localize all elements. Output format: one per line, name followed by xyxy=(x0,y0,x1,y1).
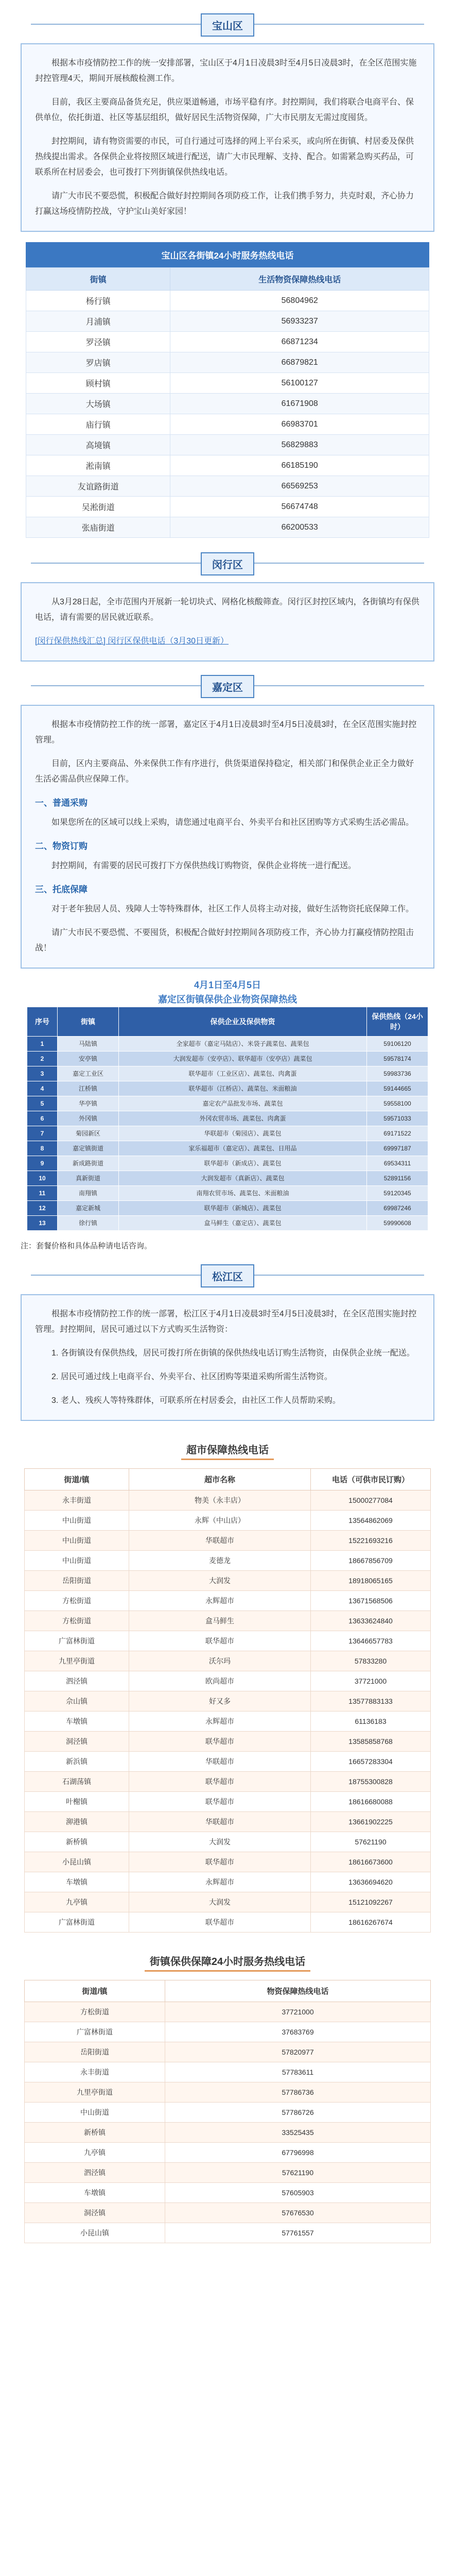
baoshan-tag: 宝山区 xyxy=(201,13,254,37)
table-row xyxy=(26,435,429,455)
table-cell: 张庙街道 xyxy=(26,517,170,538)
table-cell: 泗泾镇 xyxy=(25,2163,165,2183)
table-cell: 麦德龙 xyxy=(129,1551,311,1571)
minhang-section-header xyxy=(0,548,455,577)
table-row xyxy=(25,1551,431,1571)
table-row xyxy=(27,1126,428,1141)
table-cell: 罗泾镇 xyxy=(26,332,170,352)
table-title: 街镇保供保障24小时服务热线电话 xyxy=(145,1951,310,1972)
table-cell: 车墩镇 xyxy=(25,1872,129,1892)
table-cell: 嘉定新城 xyxy=(58,1201,119,1216)
column-header: 街道/镇 xyxy=(25,1469,129,1490)
table-cell: 家乐福超市（嘉定店）、蔬菜包、日用品 xyxy=(119,1141,367,1156)
table-cell: 九亭镇 xyxy=(25,1892,129,1912)
table-cell: 1 xyxy=(27,1037,58,1052)
table-cell: 13636694620 xyxy=(311,1872,431,1892)
table-cell: 永辉（中山店） xyxy=(129,1511,311,1531)
table-cell: 18918065165 xyxy=(311,1571,431,1591)
table-cell: 盒马鲜生 xyxy=(129,1611,311,1631)
table-cell: 永丰街道 xyxy=(25,1490,129,1511)
table-cell: 庙行镇 xyxy=(26,414,170,435)
supermarket-hotline-table xyxy=(24,1468,431,1933)
table-cell: 15121092267 xyxy=(311,1892,431,1912)
table-cell: 18667856709 xyxy=(311,1551,431,1571)
table-cell: 3 xyxy=(27,1066,58,1081)
table-row xyxy=(25,1691,431,1711)
table-cell: 岳阳街道 xyxy=(25,2042,165,2062)
street-table-heading xyxy=(0,1951,455,1972)
table-cell: 57783611 xyxy=(165,2062,431,2082)
column-header: 保供企业及保供物资 xyxy=(119,1007,367,1037)
table-row xyxy=(25,1651,431,1671)
column-header: 超市名称 xyxy=(129,1469,311,1490)
table-cell: 59120345 xyxy=(367,1186,428,1201)
table-cell: 车墩镇 xyxy=(25,2183,165,2203)
table-cell: 九亭镇 xyxy=(25,2143,165,2163)
table-cell: 33525435 xyxy=(165,2123,431,2143)
table-body xyxy=(25,1490,431,1933)
column-header: 序号 xyxy=(27,1007,58,1037)
minhang-paragraph: 从3月28日起，全市范围内开展新一轮切块式、网格化核酸筛查。闵行区封控区域内，各街镇均有保供电话，请有需要的居民就近联系。 xyxy=(35,598,419,622)
table-cell: 61136183 xyxy=(311,1711,431,1732)
table-body xyxy=(26,291,429,538)
table-cell: 中山街道 xyxy=(25,1551,129,1571)
table-cell: 57676530 xyxy=(165,2203,431,2223)
table-cell: 新桥镇 xyxy=(25,1832,129,1852)
table-row xyxy=(25,1912,431,1933)
table-row xyxy=(25,2042,431,2062)
table-cell: 13661902225 xyxy=(311,1812,431,1832)
column-header: 街道/镇 xyxy=(25,1980,165,2002)
table-cell: 外冈镇 xyxy=(58,1111,119,1126)
jiading-tag: 嘉定区 xyxy=(201,675,254,698)
table-cell: 13 xyxy=(27,1216,58,1231)
table-cell: 56100127 xyxy=(170,373,429,394)
table-cell: 66569253 xyxy=(170,476,429,497)
table-row xyxy=(26,517,429,538)
table-cell: 7 xyxy=(27,1126,58,1141)
baoshan-paragraph: 目前，我区主要商品备货充足，供应渠道畅通，市场平稳有序。封控期间，我们将联合电商平台、保供单位，依托街道、社区等基层组织，做好居民生活物资保障，广大市民朋友无需过度囤货。 xyxy=(35,98,414,122)
table-row xyxy=(26,291,429,311)
baoshan-section-header xyxy=(0,9,455,38)
table-cell: 59106120 xyxy=(367,1037,428,1052)
table-cell: 广富林街道 xyxy=(25,2022,165,2042)
table-row xyxy=(25,1511,431,1531)
table-cell: 华联超市 xyxy=(129,1531,311,1551)
table-row xyxy=(26,394,429,414)
table-row xyxy=(26,332,429,352)
table-row xyxy=(27,1171,428,1186)
table-row xyxy=(26,476,429,497)
table-row xyxy=(26,311,429,332)
jiading-heading: 二、物资订购 xyxy=(35,841,87,851)
table-title: 嘉定区街镇保供企业物资保障热线 xyxy=(158,994,297,1005)
table-cell: 华亭镇 xyxy=(58,1096,119,1111)
jiading-paragraph: 对于老年独居人员、残障人士等特殊群体，社区工作人员将主动对接，做好生活物资托底保障工作。 xyxy=(51,905,414,913)
table-cell: 13577883133 xyxy=(311,1691,431,1711)
table-cell: 方松街道 xyxy=(25,1611,129,1631)
table-cell: 真新街道 xyxy=(58,1171,119,1186)
table-cell: 小昆山镇 xyxy=(25,2223,165,2243)
table-row xyxy=(27,1066,428,1081)
table-cell: 15221693216 xyxy=(311,1531,431,1551)
table-cell: 联华超市（新成店）、蔬菜包 xyxy=(119,1156,367,1171)
jiading-paragraph: 封控期间，有需要的居民可拨打下方保供热线订购物资，保供企业将统一进行配送。 xyxy=(51,861,357,870)
songjiang-paragraph: 1. 各街镇设有保供热线，居民可拨打所在街镇的保供热线电话订购生活物资，由保供企业统一配送。 xyxy=(51,1349,415,1358)
table-row xyxy=(25,2103,431,2123)
jiading-paragraph: 如果您所在的区域可以线上采购，请您通过电商平台、外卖平台和社区团购等方式采购生活必需品。 xyxy=(51,818,414,827)
table-cell: 九里亭街道 xyxy=(25,1651,129,1671)
table-cell: 59990608 xyxy=(367,1216,428,1231)
table-row xyxy=(25,2163,431,2183)
minhang-notice xyxy=(21,582,434,662)
table-cell: 新浜镇 xyxy=(25,1752,129,1772)
table-cell: 59558100 xyxy=(367,1096,428,1111)
table-cell: 联华超市 xyxy=(129,1792,311,1812)
table-row xyxy=(27,1216,428,1231)
jiading-paragraph: 根据本市疫情防控工作的统一部署，嘉定区于4月1日凌晨3时至4月5日凌晨3时，在全区范围实施封控管理。 xyxy=(35,720,417,744)
table-cell: 菊园新区 xyxy=(58,1126,119,1141)
table-cell: 盒马鲜生（嘉定店）、蔬菜包 xyxy=(119,1216,367,1231)
table-cell: 大润发超市（安亭店）、联华超市（安亭店）蔬菜包 xyxy=(119,1052,367,1066)
jiading-heading: 三、托底保障 xyxy=(35,885,87,894)
minhang-tag: 闵行区 xyxy=(201,552,254,575)
jiading-paragraph: 请广大市民不要恐慌、不要囤货，积极配合做好封控期间各项防疫工作，齐心协力打赢疫情防控阻击战！ xyxy=(35,928,414,953)
table-cell: 4 xyxy=(27,1081,58,1096)
table-row xyxy=(25,2143,431,2163)
table-cell: 华联超市 xyxy=(129,1812,311,1832)
table-row xyxy=(25,2183,431,2203)
songjiang-paragraph: 根据本市疫情防控工作的统一部署，松江区于4月1日凌晨3时至4月5日凌晨3时，在全区范围实施封控管理。封控期间，居民可通过以下方式购买生活物资： xyxy=(35,1310,417,1334)
table-cell: 联华超市 xyxy=(129,1631,311,1651)
table-cell: 联华超市（工业区店）、蔬菜包、肉禽蛋 xyxy=(119,1066,367,1081)
table-cell: 8 xyxy=(27,1141,58,1156)
minhang-hotline-link[interactable]: [闵行保供热线汇总] 闵行区保供电话（3月30日更新） xyxy=(35,637,229,646)
column-header: 电话（可供市民订购） xyxy=(311,1469,431,1490)
table-cell: 大润发超市（真新店）、蔬菜包 xyxy=(119,1171,367,1186)
baoshan-paragraph: 根据本市疫情防控工作的统一安排部署，宝山区于4月1日凌晨3时至4月5日凌晨3时，在全区范围实施封控管理4天，期间开展核酸检测工作。 xyxy=(35,59,417,83)
table-row xyxy=(25,1591,431,1611)
table-cell: 2 xyxy=(27,1052,58,1066)
table-cell: 华联超市（菊园店）、蔬菜包 xyxy=(119,1126,367,1141)
table-cell: 66871234 xyxy=(170,332,429,352)
table-cell: 16657283304 xyxy=(311,1752,431,1772)
table-cell: 联华超市 xyxy=(129,1772,311,1792)
table-cell: 高境镇 xyxy=(26,435,170,455)
table-cell: 9 xyxy=(27,1156,58,1171)
table-cell: 18616267674 xyxy=(311,1912,431,1933)
table-cell: 嘉定工业区 xyxy=(58,1066,119,1081)
table-row xyxy=(25,1611,431,1631)
column-header: 物资保障热线电话 xyxy=(165,1980,431,2002)
table-cell: 69987246 xyxy=(367,1201,428,1216)
table-cell: 欧尚超市 xyxy=(129,1671,311,1691)
table-cell: 57820977 xyxy=(165,2042,431,2062)
baoshan-notice xyxy=(21,43,434,232)
table-cell: 外冈农贸市场、蔬菜包、肉禽蛋 xyxy=(119,1111,367,1126)
table-cell: 九里亭街道 xyxy=(25,2082,165,2103)
column-header: 生活物资保障热线电话 xyxy=(170,268,429,291)
table-cell: 56674748 xyxy=(170,497,429,517)
table-cell: 全家超市（嘉定马陆店）、米袋子蔬菜包、蔬果包 xyxy=(119,1037,367,1052)
table-cell: 15000277084 xyxy=(311,1490,431,1511)
table-row xyxy=(25,2002,431,2022)
table-cell: 61671908 xyxy=(170,394,429,414)
table-cell: 大润发 xyxy=(129,1832,311,1852)
table-cell: 广富林街道 xyxy=(25,1912,129,1933)
table-cell: 69171522 xyxy=(367,1126,428,1141)
column-header: 街镇 xyxy=(58,1007,119,1037)
table-row xyxy=(25,1531,431,1551)
table-cell: 57833280 xyxy=(311,1651,431,1671)
table-row xyxy=(27,1186,428,1201)
table-cell: 11 xyxy=(27,1186,58,1201)
table-cell: 新桥镇 xyxy=(25,2123,165,2143)
table-row xyxy=(25,2082,431,2103)
table-cell: 联华超市 xyxy=(129,1732,311,1752)
table-cell: 52891156 xyxy=(367,1171,428,1186)
table-cell: 洞泾镇 xyxy=(25,1732,129,1752)
table-cell: 66983701 xyxy=(170,414,429,435)
table-row xyxy=(25,2223,431,2243)
table-cell: 车墩镇 xyxy=(25,1711,129,1732)
table-row xyxy=(27,1052,428,1066)
table-cell: 6 xyxy=(27,1111,58,1126)
table-cell: 永辉超市 xyxy=(129,1872,311,1892)
table-row xyxy=(26,373,429,394)
table-cell: 泗泾镇 xyxy=(25,1671,129,1691)
table-row xyxy=(25,1732,431,1752)
table-cell: 华联超市 xyxy=(129,1752,311,1772)
table-cell: 18755300828 xyxy=(311,1772,431,1792)
table-body xyxy=(25,2002,431,2243)
table-cell: 嘉定农产品批发市场、蔬菜包 xyxy=(119,1096,367,1111)
table-row xyxy=(25,1490,431,1511)
table-row xyxy=(26,414,429,435)
table-cell: 物美（永丰店） xyxy=(129,1490,311,1511)
jiading-hotline-table xyxy=(27,1007,428,1231)
table-cell: 大场镇 xyxy=(26,394,170,414)
table-cell: 57605903 xyxy=(165,2183,431,2203)
table-cell: 南翔农贸市场、蔬菜包、米面粮油 xyxy=(119,1186,367,1201)
table-cell: 泖港镇 xyxy=(25,1812,129,1832)
table-row xyxy=(26,497,429,517)
table-cell: 马陆镇 xyxy=(58,1037,119,1052)
table-cell: 顾村镇 xyxy=(26,373,170,394)
table-caption: 宝山区各街镇24小时服务热线电话 xyxy=(26,242,429,267)
table-cell: 69997187 xyxy=(367,1141,428,1156)
table-cell: 广富林街道 xyxy=(25,1631,129,1651)
table-row xyxy=(27,1037,428,1052)
table-cell: 13671568506 xyxy=(311,1591,431,1611)
table-cell: 好又多 xyxy=(129,1691,311,1711)
table-cell: 18616673600 xyxy=(311,1852,431,1872)
column-header: 保供热线（24小时） xyxy=(367,1007,428,1037)
table-title: 超市保障热线电话 xyxy=(181,1439,274,1460)
jiading-notice xyxy=(21,705,434,969)
table-cell: 南翔镇 xyxy=(58,1186,119,1201)
table-cell: 57761557 xyxy=(165,2223,431,2243)
table-cell: 37683769 xyxy=(165,2022,431,2042)
table-cell: 中山街道 xyxy=(25,1531,129,1551)
table-cell: 13633624840 xyxy=(311,1611,431,1631)
baoshan-paragraph: 请广大市民不要恐慌，积极配合做好封控期间各项防疫工作，让我们携手努力，共克时艰，齐心协力打赢这场疫情防控战，守护宝山美好家园！ xyxy=(35,192,414,216)
table-cell: 叶榭镇 xyxy=(25,1792,129,1812)
table-cell: 18616680088 xyxy=(311,1792,431,1812)
table-row xyxy=(25,1812,431,1832)
table-cell: 66879821 xyxy=(170,352,429,373)
table-cell: 59571033 xyxy=(367,1111,428,1126)
songjiang-notice xyxy=(21,1294,434,1421)
table-cell: 罗店镇 xyxy=(26,352,170,373)
table-cell: 59578174 xyxy=(367,1052,428,1066)
table-body xyxy=(27,1037,428,1231)
table-row xyxy=(26,455,429,476)
supermarket-table-heading xyxy=(0,1439,455,1460)
table-row xyxy=(25,1772,431,1792)
table-cell: 13564862069 xyxy=(311,1511,431,1531)
table-cell: 57786726 xyxy=(165,2103,431,2123)
table-cell: 沃尔玛 xyxy=(129,1651,311,1671)
table-cell: 淞南镇 xyxy=(26,455,170,476)
jiading-section-header xyxy=(0,671,455,700)
table-row xyxy=(27,1156,428,1171)
table-row xyxy=(25,2203,431,2223)
table-cell: 59983736 xyxy=(367,1066,428,1081)
table-row xyxy=(25,2022,431,2042)
table-cell: 方松街道 xyxy=(25,1591,129,1611)
table-row xyxy=(25,1792,431,1812)
jiading-paragraph: 目前，区内主要商品、外来保供工作有序进行，供货渠道保持稳定，相关部门和保供企业正全力做好生活必需品供应保障工作。 xyxy=(35,759,414,784)
table-cell: 永丰街道 xyxy=(25,2062,165,2082)
table-row xyxy=(25,1832,431,1852)
table-cell: 中山街道 xyxy=(25,2103,165,2123)
table-row xyxy=(27,1096,428,1111)
table-cell: 57786736 xyxy=(165,2082,431,2103)
table-row xyxy=(25,1752,431,1772)
table-cell: 永辉超市 xyxy=(129,1591,311,1611)
table-cell: 安亭镇 xyxy=(58,1052,119,1066)
table-row xyxy=(25,1571,431,1591)
table-cell: 新成路街道 xyxy=(58,1156,119,1171)
songjiang-tag: 松江区 xyxy=(201,1264,254,1287)
jiading-hotline-block xyxy=(27,978,428,1231)
table-cell: 永辉超市 xyxy=(129,1711,311,1732)
songjiang-section-header xyxy=(0,1260,455,1289)
table-cell: 吴淞街道 xyxy=(26,497,170,517)
jiading-heading: 一、普通采购 xyxy=(35,798,87,808)
table-cell: 37721000 xyxy=(165,2002,431,2022)
table-cell: 37721000 xyxy=(311,1671,431,1691)
table-cell: 联华超市（新城店）、蔬菜包 xyxy=(119,1201,367,1216)
table-cell: 中山街道 xyxy=(25,1511,129,1531)
table-cell: 联华超市 xyxy=(129,1852,311,1872)
table-row xyxy=(25,1631,431,1651)
table-cell: 徐行镇 xyxy=(58,1216,119,1231)
table-cell: 洞泾镇 xyxy=(25,2203,165,2223)
table-cell: 佘山镇 xyxy=(25,1691,129,1711)
table-cell: 13585858768 xyxy=(311,1732,431,1752)
table-cell: 杨行镇 xyxy=(26,291,170,311)
table-row xyxy=(25,1711,431,1732)
table-cell: 大润发 xyxy=(129,1892,311,1912)
baoshan-hotline-table xyxy=(26,242,429,538)
table-row xyxy=(27,1201,428,1216)
table-cell: 石湖荡镇 xyxy=(25,1772,129,1792)
table-cell: 联华超市 xyxy=(129,1912,311,1933)
table-row xyxy=(25,1671,431,1691)
table-cell: 嘉定镇街道 xyxy=(58,1141,119,1156)
table-cell: 67796998 xyxy=(165,2143,431,2163)
table-row xyxy=(27,1111,428,1126)
table-row xyxy=(25,1892,431,1912)
table-cell: 66200533 xyxy=(170,517,429,538)
table-cell: 69534311 xyxy=(367,1156,428,1171)
table-cell: 57621190 xyxy=(311,1832,431,1852)
table-cell: 12 xyxy=(27,1201,58,1216)
column-header: 街镇 xyxy=(26,268,170,291)
songjiang-paragraph: 3. 老人、残疾人等特殊群体，可联系所在村居委会，由社区工作人员帮助采购。 xyxy=(51,1396,341,1405)
table-cell: 13646657783 xyxy=(311,1631,431,1651)
table-cell: 友谊路街道 xyxy=(26,476,170,497)
table-cell: 岳阳街道 xyxy=(25,1571,129,1591)
table-row xyxy=(25,2123,431,2143)
table-row xyxy=(25,2062,431,2082)
table-cell: 小昆山镇 xyxy=(25,1852,129,1872)
table-cell: 56804962 xyxy=(170,291,429,311)
table-cell: 大润发 xyxy=(129,1571,311,1591)
street-hotline-table xyxy=(24,1980,431,2243)
table-cell: 66185190 xyxy=(170,455,429,476)
table-cell: 59144665 xyxy=(367,1081,428,1096)
baoshan-paragraph: 封控期间，请有物资需要的市民，可自行通过可选择的网上平台采买，或向所在街镇、村居委及保供热线提出需求。各保供企业将按照区域进行配送，请广大市民理解、支持、配合。如需紧急购买药品，可联系所在村居委会，也可拨打下列街镇保供热线电话。 xyxy=(35,137,414,177)
table-cell: 江桥镇 xyxy=(58,1081,119,1096)
table-row xyxy=(25,1872,431,1892)
table-title: 4月1日至4月5日 xyxy=(194,980,261,990)
table-cell: 方松街道 xyxy=(25,2002,165,2022)
table-cell: 56933237 xyxy=(170,311,429,332)
table-cell: 5 xyxy=(27,1096,58,1111)
songjiang-paragraph: 2. 居民可通过线上电商平台、外卖平台、社区团购等渠道采购所需生活物资。 xyxy=(51,1372,332,1381)
jiading-note: 注：套餐价格和具体品种请电话咨询。 xyxy=(21,1242,152,1250)
table-cell: 月浦镇 xyxy=(26,311,170,332)
table-cell: 56829883 xyxy=(170,435,429,455)
table-row xyxy=(26,352,429,373)
table-row xyxy=(25,1852,431,1872)
table-cell: 联华超市（江桥店）、蔬菜包、米面粮油 xyxy=(119,1081,367,1096)
table-row xyxy=(27,1141,428,1156)
table-cell: 10 xyxy=(27,1171,58,1186)
table-row xyxy=(27,1081,428,1096)
table-cell: 57621190 xyxy=(165,2163,431,2183)
